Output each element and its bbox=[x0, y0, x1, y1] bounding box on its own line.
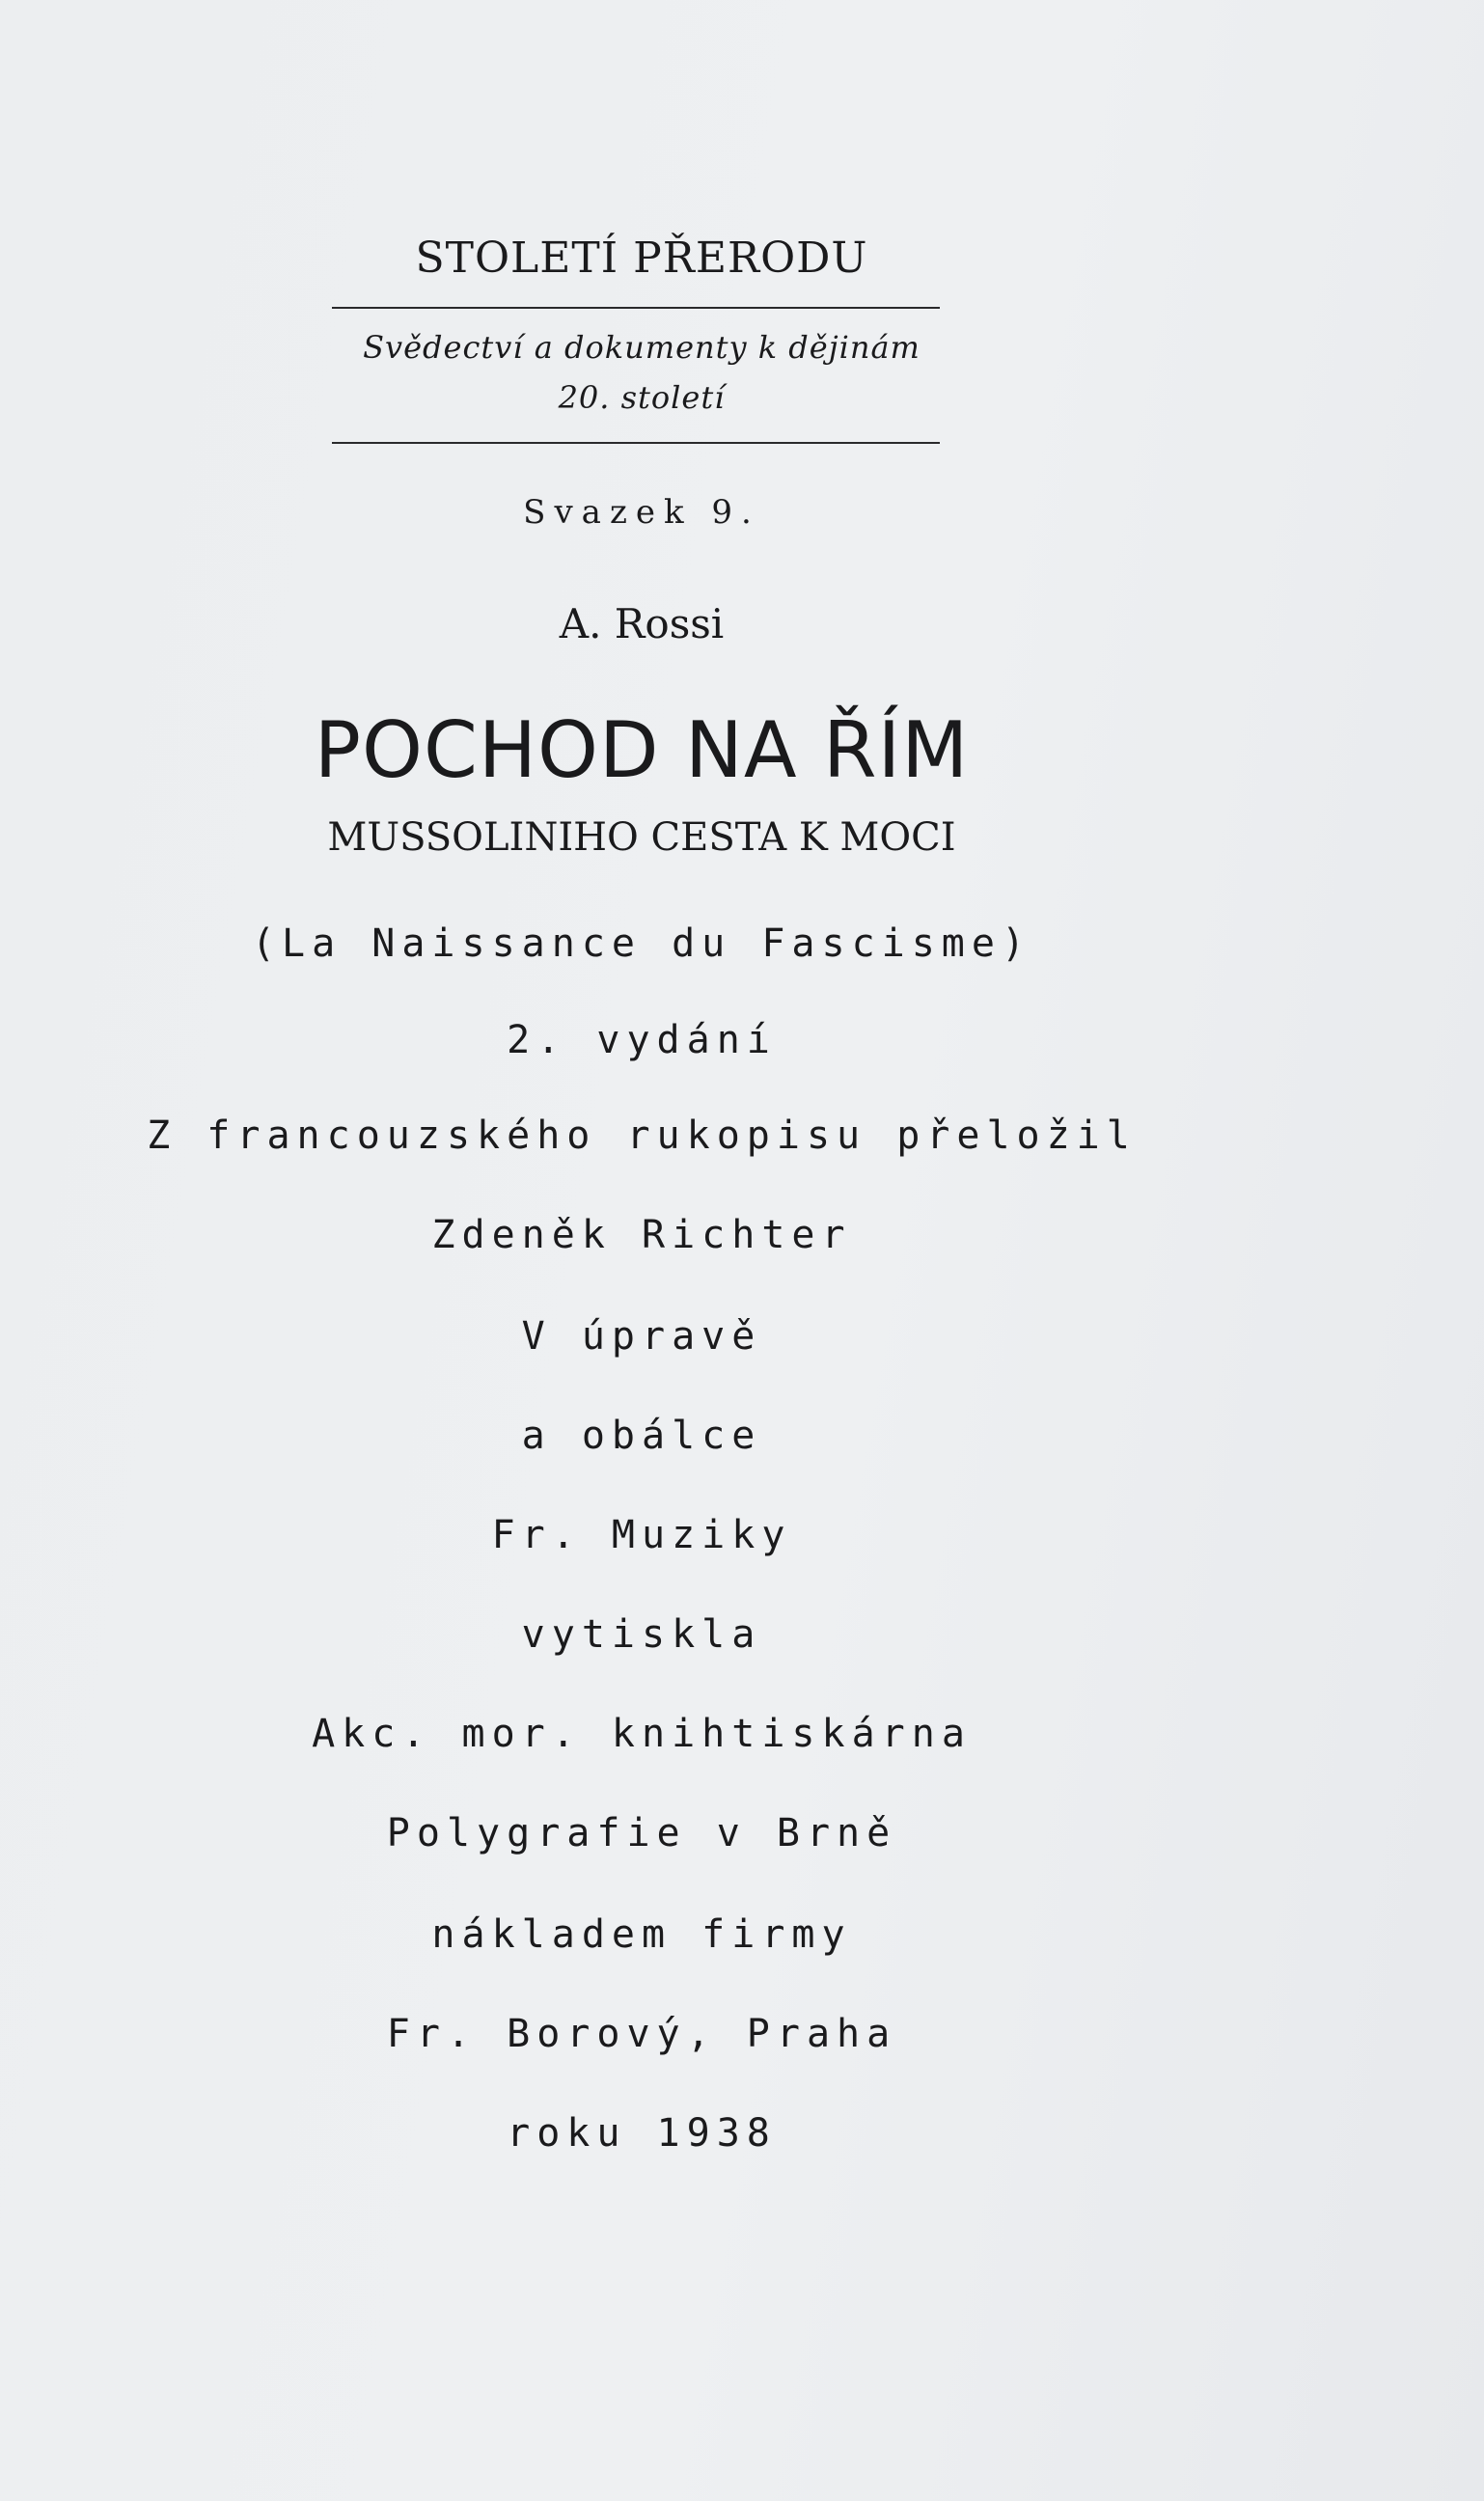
colophon-line: Fr. Borový, Praha bbox=[386, 2012, 897, 2056]
bottom-rule bbox=[332, 442, 940, 444]
book-subtitle: MUSSOLINIHO CESTA K MOCI bbox=[327, 815, 956, 860]
top-rule bbox=[332, 307, 940, 309]
series-title: STOLETÍ PŘERODU bbox=[415, 234, 868, 283]
colophon-line: Polygrafie v Brně bbox=[386, 1811, 897, 1855]
author: A. Rossi bbox=[559, 600, 725, 647]
original-title: (La Naissance du Fascisme) bbox=[251, 921, 1032, 966]
colophon-line: a obálce bbox=[521, 1414, 762, 1458]
colophon-line: V úpravě bbox=[521, 1314, 762, 1359]
colophon-line: vytiskla bbox=[521, 1612, 762, 1657]
colophon-line: roku 1938 bbox=[507, 2111, 777, 2156]
colophon-line: Zdeněk Richter bbox=[431, 1213, 852, 1257]
book-title: POCHOD NA ŘÍM bbox=[314, 705, 970, 795]
edition: 2. vydání bbox=[507, 1018, 777, 1062]
series-subtitle-line-2: 20. století bbox=[558, 379, 726, 416]
volume-number: Svazek 9. bbox=[523, 493, 760, 532]
colophon-line: Akc. mor. knihtiskárna bbox=[312, 1712, 972, 1756]
colophon-line: Fr. Muziky bbox=[491, 1513, 792, 1557]
colophon-line: Z francouzského rukopisu přeložil bbox=[147, 1113, 1137, 1158]
series-subtitle-line-1: Svědectví a dokumenty k dějinám bbox=[363, 329, 921, 366]
colophon-line: nákladem firmy bbox=[431, 1912, 852, 1957]
